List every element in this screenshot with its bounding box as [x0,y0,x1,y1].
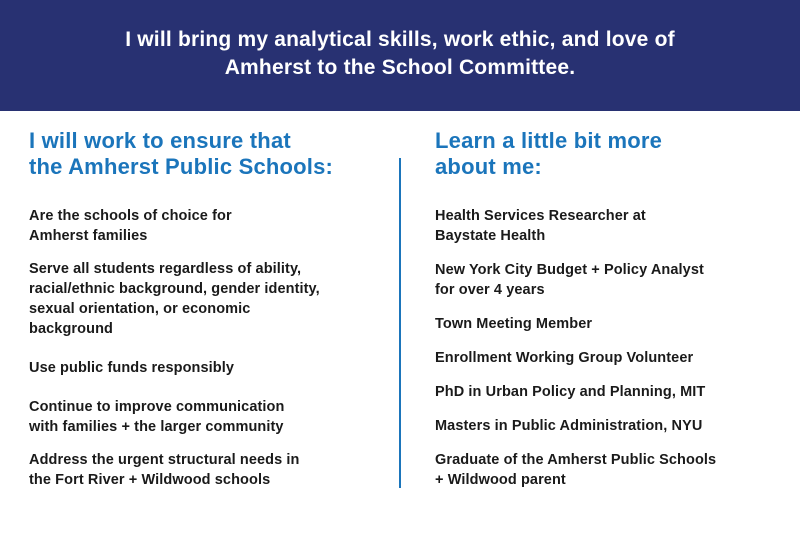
goals-column [29,128,389,503]
about-list [435,206,785,490]
column-divider [399,158,401,488]
list-item: Address the urgent structural needs in the Fort River + Wildwood schools [29,452,300,488]
list-item: Graduate of the Amherst Public Schools + Wildwood parent [435,452,717,488]
about-column [435,128,785,504]
list-item: New York City Budget + Policy Analyst for over 4 years [435,262,704,298]
list-item: Health Services Researcher at Baystate Health [435,208,646,244]
list-item: Continue to improve communication with families + the larger community [29,399,285,435]
list-item: Town Meeting Member [435,316,593,332]
header-banner [0,0,800,111]
list-item: Serve all students regardless of ability, racial/ethnic background, gender identity, sexual orientation, or economic background [29,261,320,337]
list-item: Are the schools of choice for Amherst families [29,208,232,244]
goals-heading: I will work to ensure that the Amherst Public Schools: [29,128,334,179]
list-item: Masters in Public Administration, NYU [435,418,703,434]
list-item: PhD in Urban Policy and Planning, MIT [435,384,706,400]
goals-list [29,206,389,490]
list-item: Enrollment Working Group Volunteer [435,350,694,366]
about-heading: Learn a little bit more about me: [435,128,663,179]
list-item: Use public funds responsibly [29,360,235,376]
banner-statement: I will bring my analytical skills, work ethic, and love of Amherst to the School Committee. [125,27,675,79]
